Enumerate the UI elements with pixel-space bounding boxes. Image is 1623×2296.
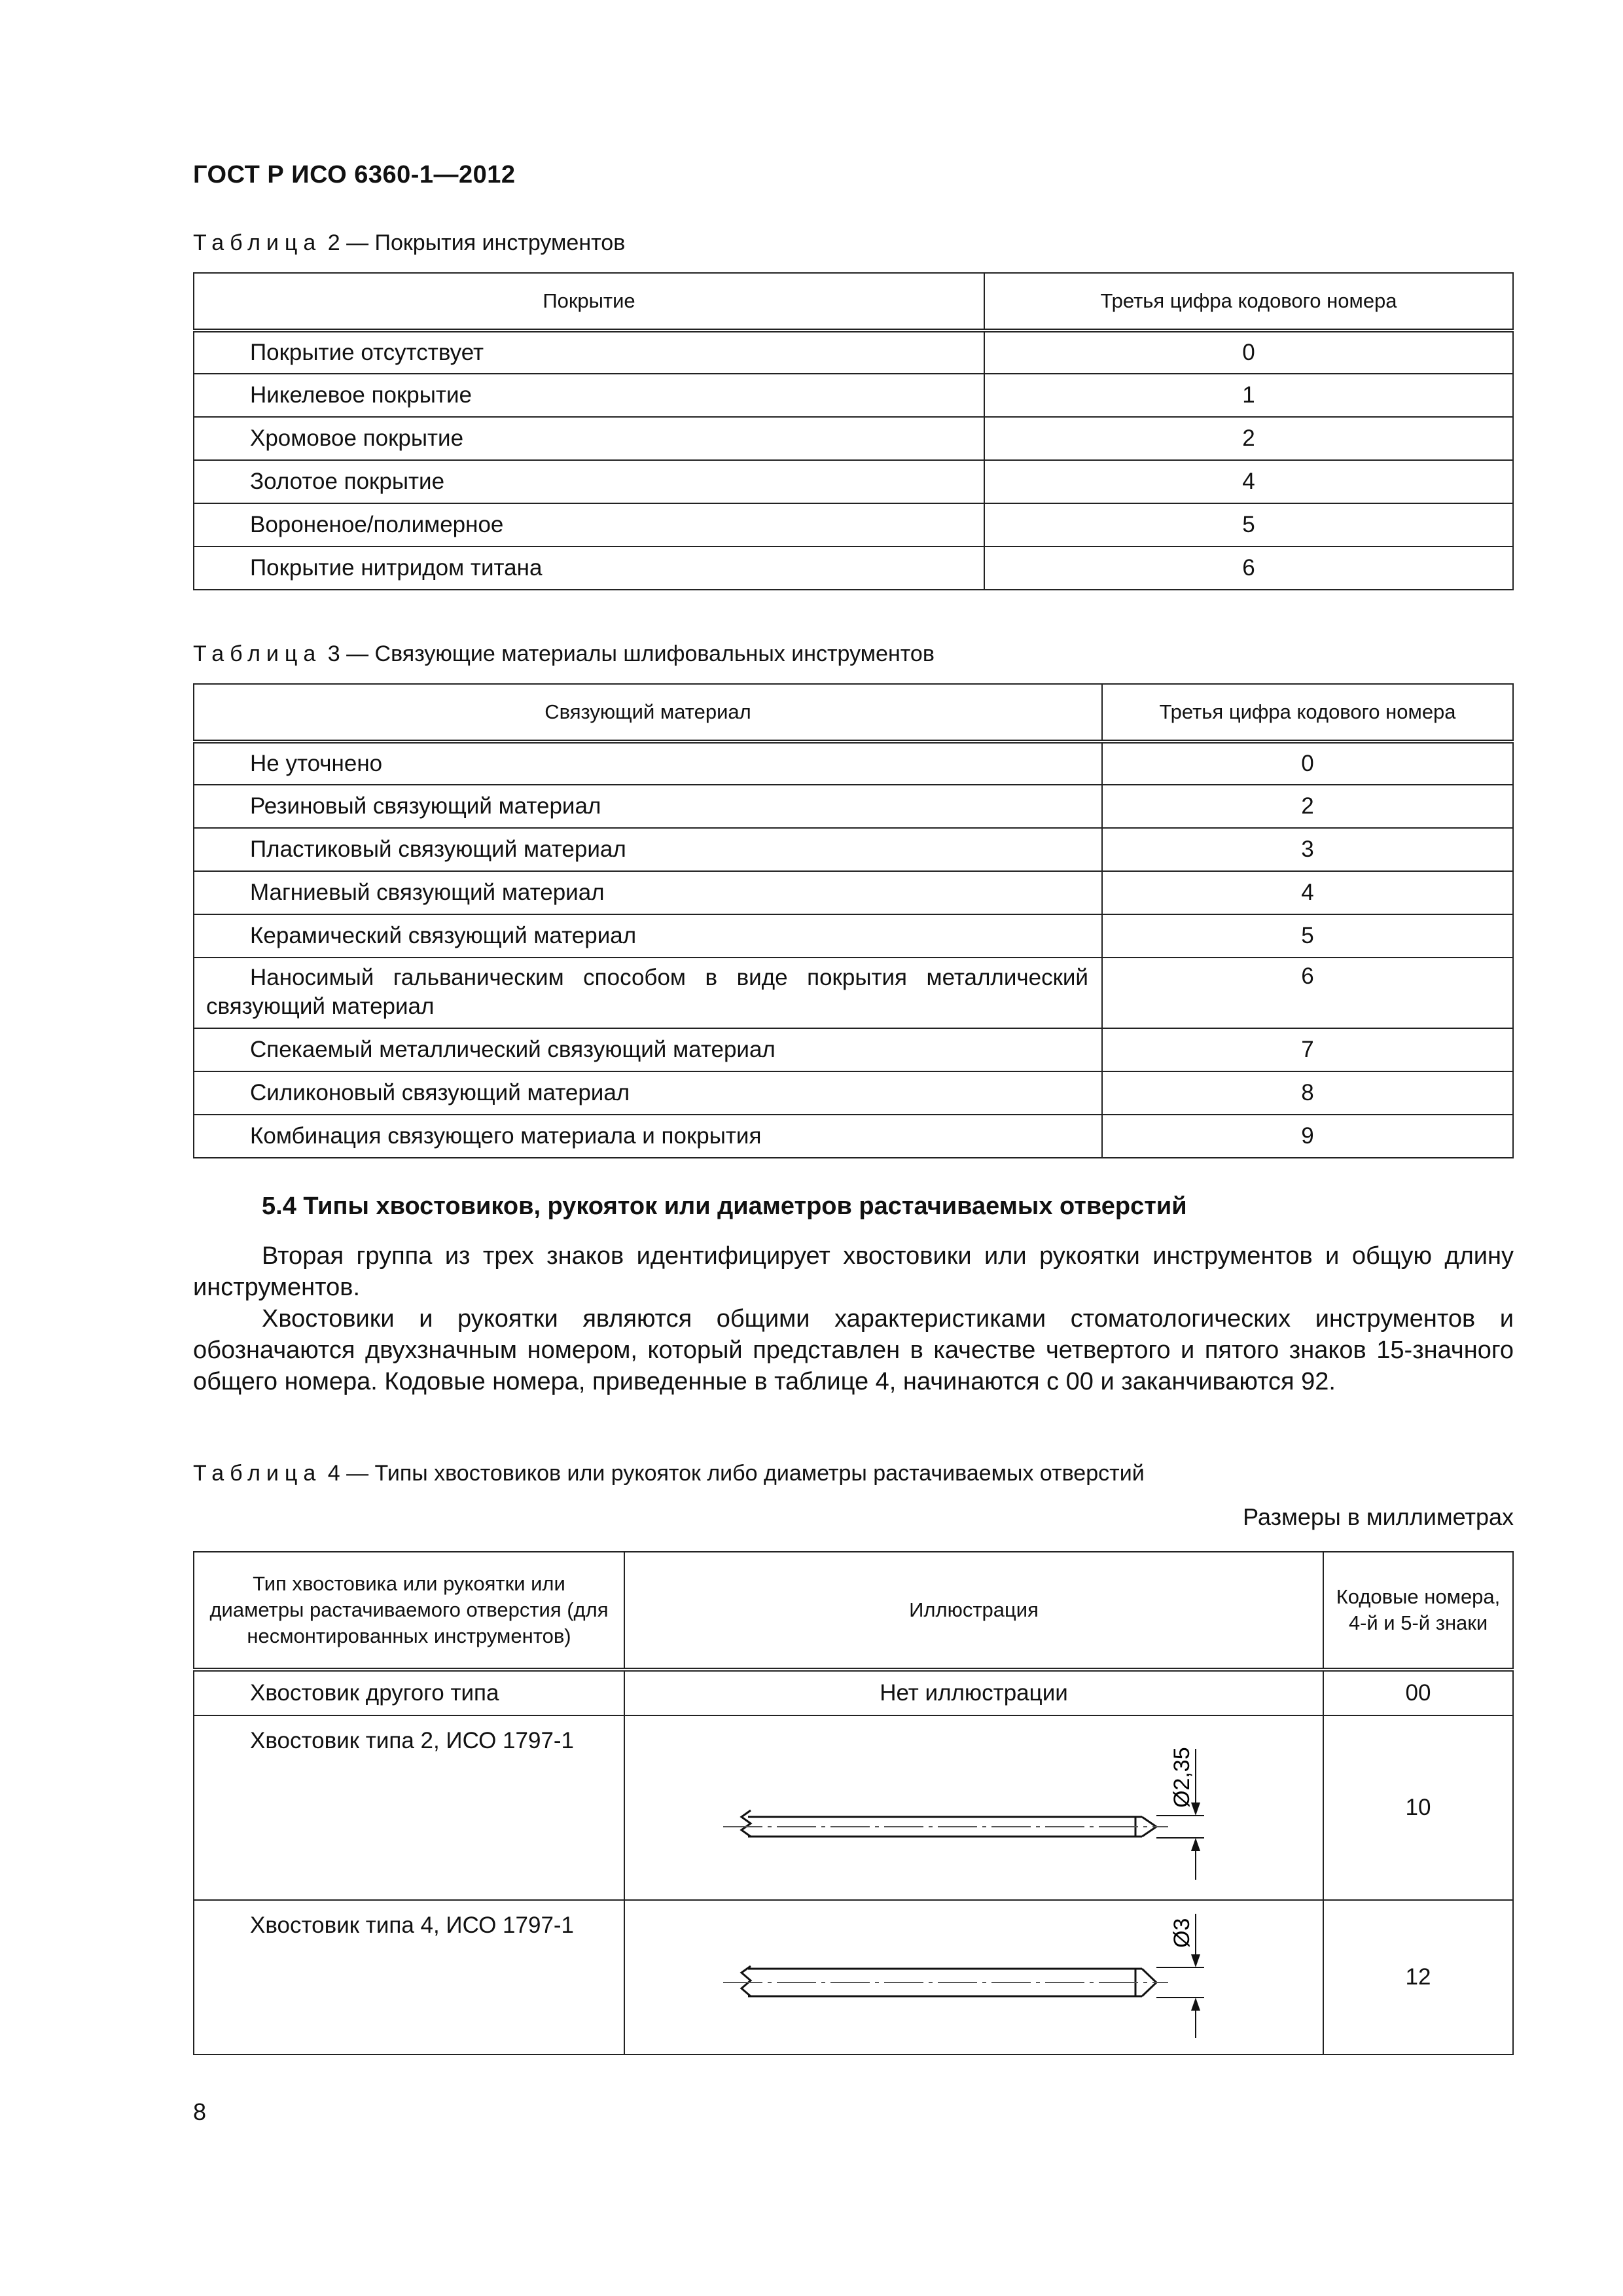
- table-cell: Покрытие отсутствует: [194, 331, 984, 374]
- table-cell: 8: [1102, 1071, 1513, 1115]
- table-cell: 3: [1102, 828, 1513, 871]
- table4-shank-types: [193, 1551, 1514, 2055]
- table-row: [194, 785, 1513, 828]
- table2-caption: [193, 230, 625, 256]
- page-number: 8: [193, 2098, 207, 2125]
- table-cell: 6: [1102, 958, 1513, 1028]
- table3-caption: [193, 641, 935, 667]
- table4-caption: [193, 1461, 1145, 1486]
- table-cell: 4: [984, 460, 1513, 503]
- break-line: [741, 1966, 751, 1996]
- table-cell: Резиновый связующий материал: [194, 785, 1102, 828]
- table-cell: 2: [984, 417, 1513, 460]
- paragraph-text: Вторая группа из трех знаков идентифицирует хвостовики или рукоятки инструментов и общую длину инструментов.: [193, 1242, 1514, 1301]
- table-cell: 0: [1102, 742, 1513, 785]
- table-cell: 10: [1323, 1715, 1513, 1900]
- table4-caption-text: 4 — Типы хвостовиков или рукояток либо диаметры растачиваемых отверстий: [321, 1461, 1145, 1486]
- table-cell: Хвостовик типа 4, ИСО 1797-1: [194, 1900, 624, 2054]
- table-cell: Покрытие нитридом титана: [194, 547, 984, 590]
- table-cell: 5: [1102, 914, 1513, 958]
- table-cell: Пластиковый связующий материал: [194, 828, 1102, 871]
- table-row: [194, 1071, 1513, 1115]
- table-row: [194, 958, 1513, 1028]
- table-row: [194, 1115, 1513, 1158]
- table-row: [194, 417, 1513, 460]
- table-cell: Наносимый гальваническим способом в виде покрытия металлический связующий материал: [194, 958, 1102, 1028]
- table-cell: Хвостовик другого типа: [194, 1670, 624, 1715]
- table-cell: 9: [1102, 1115, 1513, 1158]
- break-line: [741, 1810, 751, 1837]
- table4-header-code: Кодовые номера, 4-й и 5-й знаки: [1323, 1552, 1513, 1670]
- section-title: 5.4 Типы хвостовиков, рукояток или диаметров растачиваемых отверстий: [262, 1193, 1187, 1220]
- table3-caption-prefix: Таблица: [193, 641, 322, 666]
- table-cell: 1: [984, 374, 1513, 417]
- section-paragraph-1: [193, 1240, 1514, 1303]
- table3-bond-materials: [193, 683, 1514, 1158]
- table3-header-code: Третья цифра кодового номера: [1102, 684, 1513, 742]
- shank-type4-drawing: [625, 1901, 1323, 2054]
- dimension-label: Ø3: [1169, 1918, 1194, 1948]
- table4-header-illustration: Иллюстрация: [624, 1552, 1323, 1670]
- table-cell: Хромовое покрытие: [194, 417, 984, 460]
- table-cell: 12: [1323, 1900, 1513, 2054]
- table-cell: 00: [1323, 1670, 1513, 1715]
- table-cell: Вороненое/полимерное: [194, 503, 984, 547]
- table-row: [194, 828, 1513, 871]
- table4-header-type: Тип хвостовика или рукоятки или диаметры растачиваемого отверстия (для несмонтированных инструментов): [194, 1552, 624, 1670]
- table2-header-coating: Покрытие: [194, 273, 984, 331]
- table2-coatings: [193, 272, 1514, 590]
- illustration-cell: [624, 1900, 1323, 2054]
- table2-caption-text: 2 — Покрытия инструментов: [321, 230, 626, 255]
- paragraph-text: Хвостовики и рукоятки являются общими характеристиками стоматологических инструментов и обозначаются двухзначным номером, который представлен в качестве четвертого и пятого знаков 15-значного общего номера. Кодовые номера, приведенные в таблице 4, начинаются с 00 и заканчиваются 92.: [193, 1305, 1514, 1395]
- table-cell: Керамический связующий материал: [194, 914, 1102, 958]
- table-row: [194, 1028, 1513, 1071]
- table-cell: 2: [1102, 785, 1513, 828]
- table2-header-code: Третья цифра кодового номера: [984, 273, 1513, 331]
- table4-units-note: Размеры в миллиметрах: [1243, 1503, 1514, 1530]
- table-cell: Золотое покрытие: [194, 460, 984, 503]
- dimension-label: Ø2,35: [1169, 1747, 1194, 1808]
- table-cell: Никелевое покрытие: [194, 374, 984, 417]
- table-cell: Нет иллюстрации: [624, 1670, 1323, 1715]
- table3-caption-text: 3 — Связующие материалы шлифовальных инструментов: [321, 641, 935, 666]
- table-cell: 7: [1102, 1028, 1513, 1071]
- shank-type2-drawing: [625, 1716, 1323, 1899]
- table-cell: Силиконовый связующий материал: [194, 1071, 1102, 1115]
- document-header: ГОСТ Р ИСО 6360-1—2012: [193, 161, 516, 188]
- table-row: [194, 503, 1513, 547]
- table4-caption-prefix: Таблица: [193, 1461, 322, 1486]
- table-cell: 4: [1102, 871, 1513, 914]
- illustration-cell: [624, 1715, 1323, 1900]
- table-cell: 5: [984, 503, 1513, 547]
- table2-caption-prefix: Таблица: [193, 230, 322, 255]
- table-cell: 0: [984, 331, 1513, 374]
- table-row: [194, 1900, 1513, 2054]
- table-row: [194, 914, 1513, 958]
- table-row: [194, 1670, 1513, 1715]
- table-row: [194, 742, 1513, 785]
- table-cell: Не уточнено: [194, 742, 1102, 785]
- table-row: [194, 1715, 1513, 1900]
- section-paragraph-2: [193, 1303, 1514, 1397]
- table-row: [194, 331, 1513, 374]
- table-row: [194, 460, 1513, 503]
- table-row: [194, 374, 1513, 417]
- table-cell: Магниевый связующий материал: [194, 871, 1102, 914]
- table-cell: 6: [984, 547, 1513, 590]
- table-row: [194, 547, 1513, 590]
- table-cell: Спекаемый металлический связующий материал: [194, 1028, 1102, 1071]
- table-cell: Комбинация связующего материала и покрытия: [194, 1115, 1102, 1158]
- table3-header-material: Связующий материал: [194, 684, 1102, 742]
- table-cell: Хвостовик типа 2, ИСО 1797-1: [194, 1715, 624, 1900]
- table-row: [194, 871, 1513, 914]
